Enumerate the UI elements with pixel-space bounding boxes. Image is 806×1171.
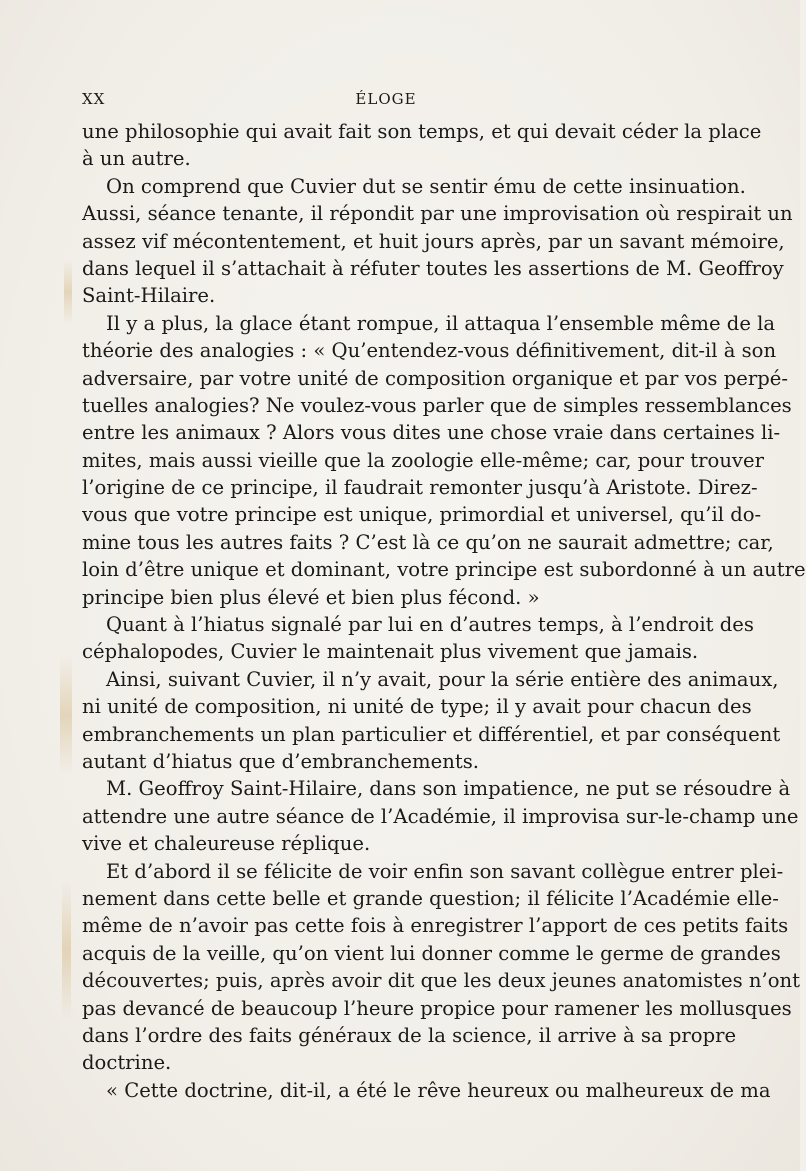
text-line: autant d’hiatus que d’embranchements. <box>82 749 479 773</box>
page-number: XX <box>82 90 106 108</box>
text-line: Saint-Hilaire. <box>82 284 216 308</box>
text-line: acquis de la veille, qu’on vient lui donner comme le germe de grandes <box>82 941 781 965</box>
text-line: à un autre. <box>82 147 191 171</box>
running-title: ÉLOGE <box>355 90 417 108</box>
text-line: théorie des analogies : « Qu’entendez-vous définitivement, dit-il à son <box>82 339 777 363</box>
text-line: « Cette doctrine, dit-il, a été le rêve heureux ou malheureux de ma <box>106 1078 771 1102</box>
text-line: Il y a plus, la glace étant rompue, il attaqua l’ensemble même de la <box>106 311 776 335</box>
text-line: assez vif mécontentement, et huit jours après, par un savant mémoire, <box>82 229 785 253</box>
text-line: même de n’avoir pas cette fois à enregistrer l’apport de ces petits faits <box>82 914 789 938</box>
text-line: dans l’ordre des faits généraux de la science, il arrive à sa propre <box>82 1023 737 1047</box>
text-line: Et d’abord il se félicite de voir enfin son savant collègue entrer plei- <box>106 859 784 883</box>
text-line: attendre une autre séance de l’Académie, il improvisa sur-le-champ une <box>82 804 799 828</box>
text-line: On comprend que Cuvier dut se sentir ému de cette insinuation. <box>106 174 746 198</box>
text-line: embranchements un plan particulier et différentiel, et par conséquent <box>82 722 781 746</box>
body-text <box>82 118 806 1104</box>
text-line: céphalopodes, Cuvier le maintenait plus vivement que jamais. <box>82 640 699 664</box>
text-line: l’origine de ce principe, il faudrait remonter jusqu’à Aristote. Direz- <box>82 476 758 500</box>
text-line: une philosophie qui avait fait son temps, et qui devait céder la place <box>82 120 762 143</box>
text-line: loin d’être unique et dominant, votre principe est subordonné à un autre <box>82 558 806 582</box>
running-head <box>82 90 690 114</box>
text-line: Quant à l’hiatus signalé par lui en d’autres temps, à l’endroit des <box>106 613 754 637</box>
text-line: principe bien plus élevé et bien plus fécond. » <box>82 585 540 609</box>
text-line: Aussi, séance tenante, il répondit par une improvisation où respirait un <box>82 202 793 226</box>
text-line: ni unité de composition, ni unité de type; il y avait pour chacun des <box>82 695 752 719</box>
text-line: vive et chaleureuse réplique. <box>82 832 371 856</box>
text-line: vous que votre principe est unique, primordial et universel, qu’il do- <box>82 503 762 527</box>
text-line: pas devancé de beaucoup l’heure propice pour ramener les mollusques <box>82 996 792 1020</box>
text-line: adversaire, par votre unité de composition organique et par vos perpé- <box>82 366 788 390</box>
text-line: découvertes; puis, après avoir dit que les deux jeunes anatomistes n’ont <box>82 969 801 993</box>
margin-stain <box>60 655 72 775</box>
text-line: nement dans cette belle et grande question; il félicite l’Académie elle- <box>82 886 779 910</box>
text-line: mine tous les autres faits ? C’est là ce qu’on ne saurait admettre; car, <box>82 530 774 554</box>
text-line: tuelles analogies? Ne voulez-vous parler que de simples ressemblances <box>82 393 792 417</box>
margin-stain <box>62 880 71 1020</box>
text-line: mites, mais aussi vieille que la zoologie elle-même; car, pour trouver <box>82 448 764 472</box>
text-line: Ainsi, suivant Cuvier, il n’y avait, pour la série entière des animaux, <box>106 667 779 691</box>
text-line: M. Geoffroy Saint-Hilaire, dans son impatience, ne put se résoudre à <box>106 777 791 801</box>
text-line: dans lequel il s’attachait à réfuter toutes les assertions de M. Geoffroy <box>82 256 784 280</box>
text-line: doctrine. <box>82 1051 172 1075</box>
margin-stain <box>64 260 72 324</box>
text-line: entre les animaux ? Alors vous dites une chose vraie dans certaines li- <box>82 421 781 445</box>
